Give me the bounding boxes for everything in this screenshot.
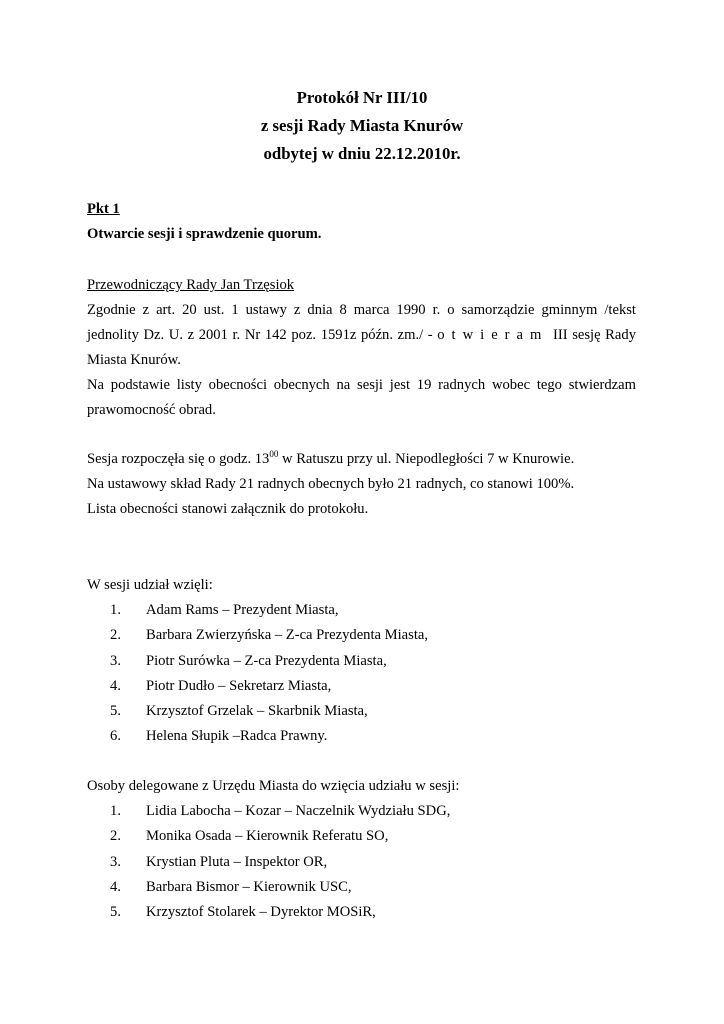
delegates-heading: Osoby delegowane z Urzędu Miasta do wzięcia udziału w sesji: [87,778,460,794]
list-item: 3. Krystian Pluta – Inspektor OR, [110,853,328,870]
session-info-line1 [87,447,636,472]
list-item: 6. Helena Słupik –Radca Prawny. [110,728,328,745]
paragraph1-spaced-word: otwieram [437,327,549,343]
speaker-block [87,273,636,423]
session-time-text: Sesja rozpoczęła się o godz. 13 [87,451,270,467]
paragraph1-line1: Zgodnie z art. 20 ust. 1 ustawy z dnia 8 marca 1990 r. o samorządzie gminnym /tekst [87,302,636,318]
paragraph1-line2-end: III sesję Rady [548,327,636,343]
session-info-line2: Na ustawowy skład Rady 21 radnych obecnych było 21 radnych, co stanowi 100%. [87,476,575,492]
list-item: 3. Piotr Surówka – Z-ca Prezydenta Miasta, [110,652,387,669]
paragraph1-line2-start: jednolity Dz. U. z 2001 r. Nr 142 poz. 1591z późn. zm./ - [87,327,438,343]
section-subheading: Otwarcie sesji i sprawdzenie quorum. [87,226,322,242]
list-item: 2. Barbara Zwierzyńska – Z-ca Prezydenta Miasta, [110,627,429,644]
paragraph2-line1: Na podstawie listy obecności obecnych na sesji jest 19 radnych wobec tego stwierdzam [87,377,636,393]
session-info [87,447,636,522]
delegates-intro [87,774,636,799]
title-line-2: z sesji Rady Miasta Knurów [260,116,464,135]
document-title [0,84,724,168]
list-item: 4. Piotr Dudło – Sekretarz Miasta, [110,677,332,694]
list-item: 1. Lidia Labocha – Kozar – Naczelnik Wydziału SDG, [110,803,451,819]
title-line-3: odbytej w dniu 22.12.2010r. [263,144,461,163]
session-location-text: w Ratuszu przy ul. Niepodległości 7 w Knurowie. [278,451,575,467]
paragraph1-line2 [87,323,636,348]
section-heading: Pkt 1 [87,201,120,217]
section-header [87,197,636,247]
list-item: 2. Monika Osada – Kierownik Referatu SO, [110,828,389,845]
session-time-minutes: 00 [269,449,279,460]
participants-heading: W sesji udział wzięli: [87,577,213,593]
session-info-line3: Lista obecności stanowi załącznik do protokołu. [87,501,369,517]
delegates-list [104,799,450,925]
paragraph1-line3: Miasta Knurów. [87,352,181,368]
list-item: 5. Krzysztof Stolarek – Dyrektor MOSiR, [110,904,376,921]
participants-list [104,598,428,750]
list-item: 4. Barbara Bismor – Kierownik USC, [110,878,352,895]
list-item: 1. Adam Rams – Prezydent Miasta, [110,602,339,618]
paragraph2-line2: prawomocność obrad. [87,402,216,418]
list-item: 5. Krzysztof Grzelak – Skarbnik Miasta, [110,703,368,720]
speaker-name: Przewodniczący Rady Jan Trzęsiok [87,277,295,293]
title-line-1: Protokół Nr III/10 [296,88,428,107]
participants-intro [87,573,636,598]
